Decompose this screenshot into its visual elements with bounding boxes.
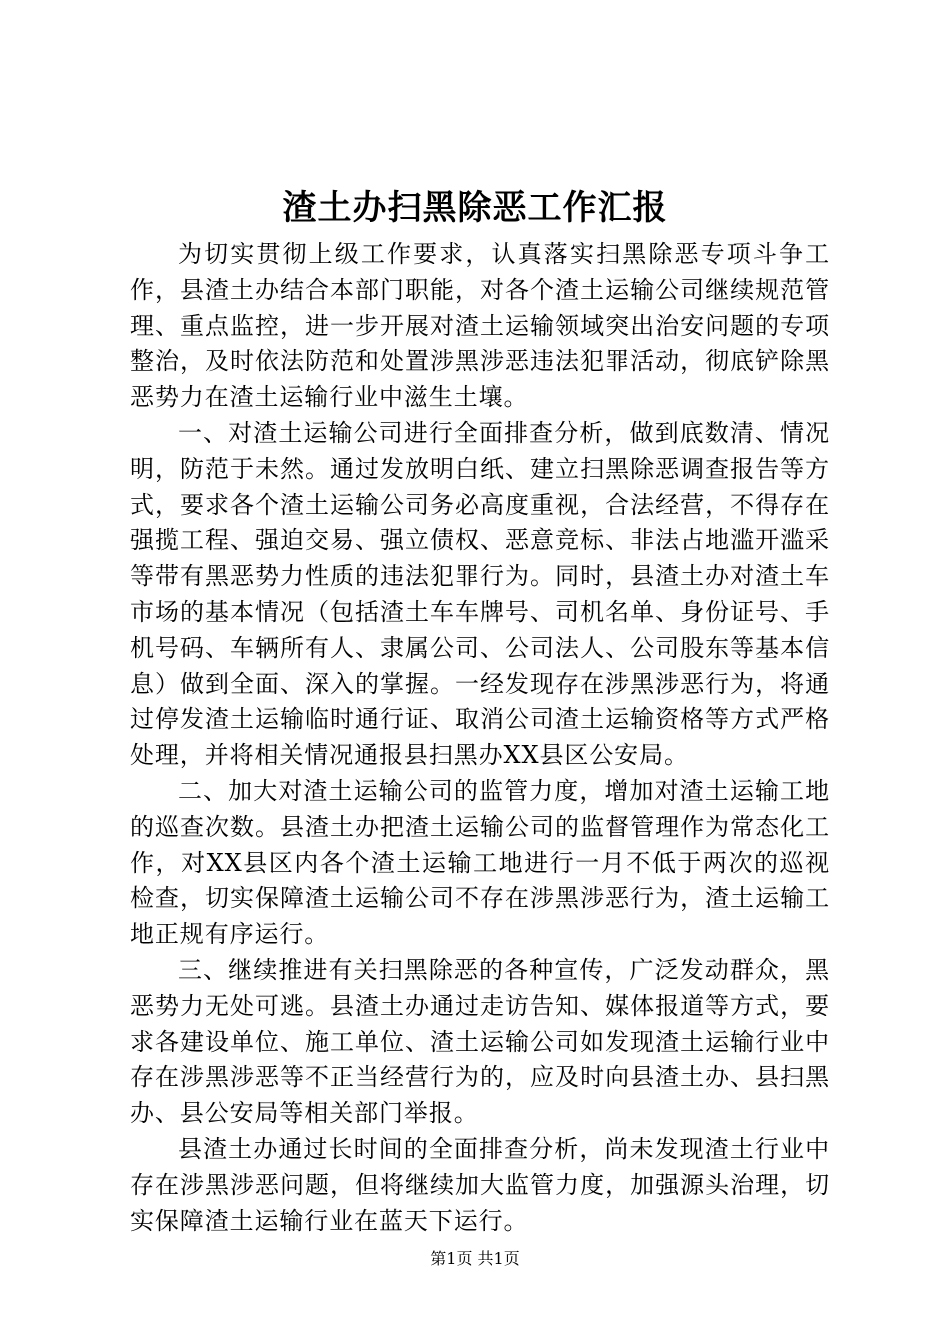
document-body bbox=[130, 237, 830, 1239]
intro-paragraph: 为切实贯彻上级工作要求，认真落实扫黑除恶专项斗争工作，县渣土办结合本部门职能，对各个渣土运输公司继续规范管理、重点监控，进一步开展对渣土运输领域突出治安问题的专项整治，及时依法防范和处置涉黑涉恶违法犯罪活动，彻底铲除黑恶势力在渣土运输行业中滋生土壤。 bbox=[130, 240, 830, 412]
section-two-paragraph: 二、加大对渣土运输公司的监管力度，增加对渣土运输工地的巡查次数。县渣土办把渣土运输公司的监督管理作为常态化工作，对XX县区内各个渣土运输工地进行一月不低于两次的巡视检查，切实保障渣土运输公司不存在涉黑涉恶行为，渣土运输工地正规有序运行。 bbox=[130, 776, 830, 949]
conclusion-paragraph: 县渣土办通过长时间的全面排查分析，尚未发现渣土行业中存在涉黑涉恶问题，但将继续加大监管力度，加强源头治理，切实保障渣土运输行业在蓝天下运行。 bbox=[130, 1134, 830, 1235]
section-three-paragraph: 三、继续推进有关扫黑除恶的各种宣传，广泛发动群众，黑恶势力无处可逃。县渣土办通过走访告知、媒体报道等方式，要求各建设单位、施工单位、渣土运输公司如发现渣土运输行业中存在涉黑涉恶等不正当经营行为的，应及时向县渣土办、县扫黑办、县公安局等相关部门举报。 bbox=[130, 955, 830, 1128]
document-title: 渣土办扫黑除恶工作汇报 bbox=[282, 188, 668, 228]
section-one-paragraph: 一、对渣土运输公司进行全面排查分析，做到底数清、情况明，防范于未然。通过发放明白纸、建立扫黑除恶调查报告等方式，要求各个渣土运输公司务必高度重视，合法经营，不得存在强揽工程、强迫交易、强立债权、恶意竞标、非法占地滥开滥采等带有黑恶势力性质的违法犯罪行为。同时，县渣土办对渣土车市场的基本情况（包括渣土车车牌号、司机名单、身份证号、手机号码、车辆所有人、隶属公司、公司法人、公司股东等基本信息）做到全面、深入的掌握。一经发现存在涉黑涉恶行为，将通过停发渣土运输临时通行证、取消公司渣土运输资格等方式严格处理，并将相关情况通报县扫黑办XX县区公安局。 bbox=[130, 418, 830, 770]
page-number-footer: 第1页 共1页 bbox=[430, 1249, 520, 1268]
